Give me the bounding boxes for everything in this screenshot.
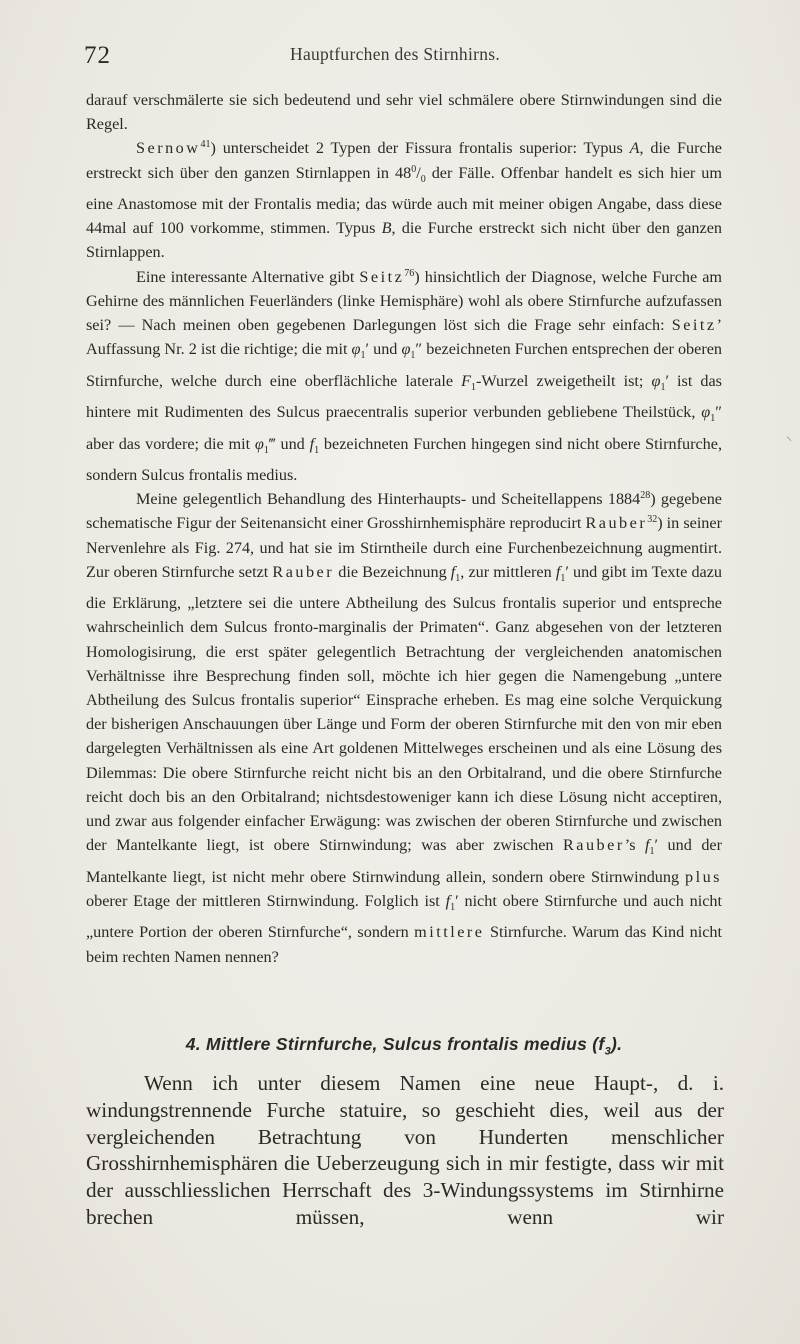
italic-symbol: φ xyxy=(401,340,411,359)
italic-symbol: φ xyxy=(351,340,361,359)
italic-symbol: f xyxy=(645,836,650,855)
italic-symbol: f xyxy=(309,434,315,453)
text-run: die Bezeichnung xyxy=(334,562,451,581)
text-run: -Wurzel zweigetheilt ist; xyxy=(476,371,652,390)
text-run: , die Furche erstreckt sich über den ganzen Stirnlappen in 48 xyxy=(86,139,722,182)
text-run: ′ und gibt im Texte dazu die Erklärung, „letztere sei die untere Abtheilung des Sulcus frontalis superior und entspreche wahrscheinlich dem Sulcus fronto-marginalis der Primaten“. Ganz abgesehen von der letzteren Homologisirung, die erst später gelegentlich Betrachtung der vergleichenden anatomischen Verhältnisse ihre Besprechung finden soll, möchte ich hier gegen die Namengebung „untere Abtheilung des Sulcus frontalis superior“ Einsprache erheben. Es mag eine solche Verquickung der bisherigen Anschauungen über Länge und Form der oberen Stirnfurche mit den von mir eben dargelegten Verhältnissen als eine Art goldenen Mittelweges erscheinen und als eine Lösung des Dilemmas: Die obere Stirnfurche reicht nicht bis an den Orbitalrand, und die obere Stirnfurche reicht doch bis an den Orbitalrand; nichtsdestoweniger kann ich diese Lösung nicht acceptiren, und zwar aus folgender einfacher Erwägung: was zwischen der oberen Stirnfurche und zwischen der Mantelkante liegt, ist obere Stirnwindung; was aber zwischen xyxy=(86,562,723,855)
text-run: , zur mittleren xyxy=(460,562,556,581)
text-run: Stirnfurche. Warum das Kind nicht beim rechten Namen nennen? xyxy=(86,923,723,966)
heading-symbol: f xyxy=(598,1034,605,1054)
text-run: ‴ und xyxy=(268,434,310,453)
italic-symbol: φ xyxy=(651,371,661,390)
footnote-ref: 28 xyxy=(640,490,651,502)
text-run: ′ nicht obere Stirnfurche und auch nicht „untere Portion der oberen Stirnfurche“, sondern xyxy=(86,891,722,942)
text-run: , die Furche erstreckt sich nicht über den ganzen Stirnlappen. xyxy=(86,219,722,262)
section-paragraph: Wenn ich unter diesem Namen eine neue Haupt-, d. i. windungstrennende Furche statuire, so geschieht dies, weil aus der vergleichenden Betrachtung von Hunderten menschlicher Grosshirnhemisphären die Ueberzeugung sich in mir festigte, dass wir mit der ausschliesslichen Herrschaft des 3-Windungssystems im Stirnhirne brechen müssen, wenn wir xyxy=(86,1071,724,1229)
paragraph xyxy=(86,88,722,136)
scan-artifact: ⸌ xyxy=(786,434,793,448)
footnote-ref: 32 xyxy=(647,514,658,526)
italic-symbol: f xyxy=(445,891,451,910)
text-run: / xyxy=(416,163,421,182)
spaced-name: mittlere xyxy=(414,923,485,942)
text-run: bezeichneten Furchen hingegen sind nicht obere Stirnfurche, sondern Sulcus frontalis medius. xyxy=(86,434,722,485)
spaced-name: Seitz xyxy=(359,267,405,286)
spaced-name: Rauber xyxy=(272,562,335,581)
text-run: oberer Etage der mittleren Stirnwindung. Folglich ist xyxy=(86,891,446,910)
heading-text: 4. Mittlere Stirnfurche, Sulcus frontalis medius ( xyxy=(185,1034,599,1054)
text-run: ′ und xyxy=(365,340,402,359)
running-title: Hauptfurchen des Stirnhirns. xyxy=(290,44,501,64)
text-run: ) unterscheidet 2 Typen der Fissura frontalis superior: Typus xyxy=(210,139,630,158)
paragraph xyxy=(86,265,722,488)
page-header xyxy=(84,40,724,74)
spaced-name: plus xyxy=(685,867,722,886)
text-run: ) in seiner Nervenlehre als Fig. 274, und hat sie im Stirntheile durch eine Furchenbezeichnung augmentirt. Zur oberen Stirnfurche setzt xyxy=(86,514,722,581)
paragraph xyxy=(86,487,722,969)
italic-symbol: A xyxy=(629,139,640,158)
subscript: 1 xyxy=(560,573,566,585)
subscript: 1 xyxy=(649,846,655,858)
page-number: 72 xyxy=(84,42,111,69)
heading-subscript: 3 xyxy=(604,1045,611,1058)
paragraph xyxy=(86,136,722,264)
spaced-name: Rauber xyxy=(585,514,648,533)
body-text xyxy=(86,88,722,969)
italic-symbol: F xyxy=(461,371,471,390)
spaced-name: Seitz xyxy=(671,316,717,335)
footnote-ref: 41 xyxy=(200,139,211,151)
subscript: 1 xyxy=(471,381,476,393)
subscript: 1 xyxy=(263,444,269,456)
spaced-name: Rauber xyxy=(562,836,625,855)
subscript: 1 xyxy=(410,350,416,362)
subscript: 0 xyxy=(420,173,426,185)
text-run: ″ bezeichneten Furchen entsprechen der oberen Stirnfurche, welche durch eine oberflächliche laterale xyxy=(86,340,723,390)
subscript: 1 xyxy=(455,573,461,585)
text-run: ″ aber das vordere; die mit xyxy=(86,403,722,453)
text-run: darauf verschmälerte sie sich bedeutend und sehr viel schmälere obere Stirnwindungen sind die Regel. xyxy=(86,91,722,134)
text-run: ’ Auffassung Nr. 2 ist die richtige; die mit xyxy=(86,316,722,359)
text-run: ) gegebene schematische Figur der Seitenansicht einer Grosshirnhemisphäre reproducirt xyxy=(86,490,722,533)
subscript: 1 xyxy=(450,902,456,914)
subscript: 1 xyxy=(314,444,320,456)
italic-symbol: φ xyxy=(701,403,711,422)
heading-end: ). xyxy=(610,1034,623,1054)
subscript: 1 xyxy=(710,413,716,425)
subscript: 1 xyxy=(360,350,366,362)
italic-symbol: f xyxy=(450,562,456,581)
section-heading xyxy=(86,1034,722,1058)
footnote-ref: 0 xyxy=(411,163,417,175)
text-run: ′ ist das hintere mit Rudimenten des Sulcus praecentralis superior verbunden gebliebene Theilstück, xyxy=(86,371,722,422)
text-run: ’s xyxy=(624,836,646,855)
italic-symbol: f xyxy=(555,562,561,581)
footnote-ref: 76 xyxy=(404,267,415,279)
section-body xyxy=(86,1070,724,1231)
subscript: 1 xyxy=(660,381,666,393)
spaced-name: Sernow xyxy=(136,139,201,158)
text-run: ′ und der Mantelkante liegt, ist nicht mehr obere Stirnwindung allein, sondern obere Stirnwindung xyxy=(86,836,722,886)
text-run: der Fälle. Offenbar handelt es sich hier um eine Anastomose mit der Frontalis media; das würde auch mit meiner obigen Angabe, dass diese 44mal auf 100 vorkomme, stimmen. Typus xyxy=(86,163,722,238)
italic-symbol: B xyxy=(381,219,392,238)
text-run: ) hinsichtlich der Diagnose, welche Furche am Gehirne des männlichen Feuerländers (linke Hemisphäre) wohl als obere Stirnfurche aufzufassen sei? — Nach meinen oben gegebenen Darlegungen löst sich die Frage sehr einfach: xyxy=(86,267,722,335)
text-run: Meine gelegentlich Behandlung des Hinterhaupts- und Scheitellappens 1884 xyxy=(136,490,641,509)
text-run: Eine interessante Alternative gibt xyxy=(136,267,360,286)
italic-symbol: φ xyxy=(254,434,264,453)
